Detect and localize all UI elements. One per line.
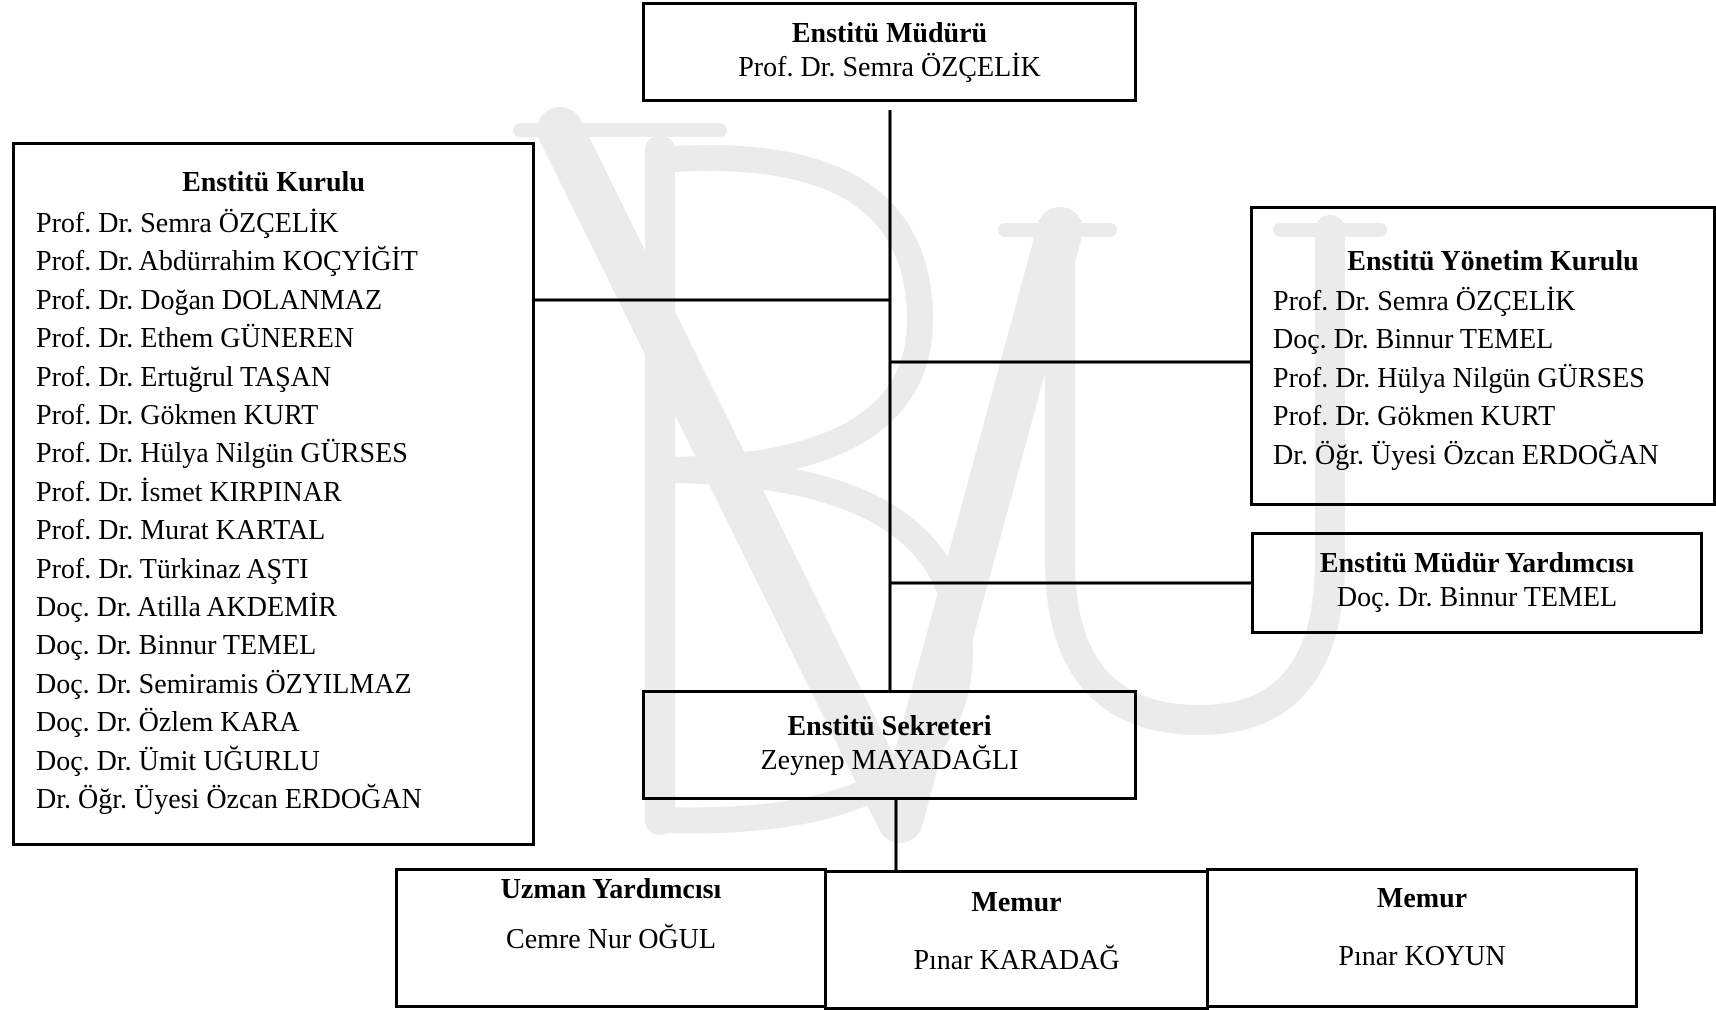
staff-title: Memur (1376, 883, 1468, 914)
board-title: Enstitü Yönetim Kurulu (1347, 246, 1639, 277)
staff-name: Cemre Nur OĞUL (506, 924, 716, 955)
management-board-box (1250, 206, 1716, 506)
staff-name: Pınar KOYUN (1338, 941, 1506, 972)
council-member: Prof. Dr. Doğan DOLANMAZ (36, 284, 383, 316)
secretary-box (642, 690, 1137, 800)
council-member: Dr. Öğr. Üyesi Özcan ERDOĞAN (36, 784, 422, 816)
board-member: Prof. Dr. Hülya Nilgün GÜRSES (1273, 362, 1645, 394)
board-member-list (1273, 283, 1713, 475)
board-member: Dr. Öğr. Üyesi Özcan ERDOĞAN (1273, 439, 1659, 471)
council-member: Prof. Dr. Murat KARTAL (36, 515, 326, 547)
board-member: Prof. Dr. Semra ÖZÇELİK (1273, 286, 1576, 317)
officer-box-2 (1206, 868, 1638, 1008)
board-member: Prof. Dr. Gökmen KURT (1273, 401, 1556, 433)
council-member: Prof. Dr. Hülya Nilgün GÜRSES (36, 438, 408, 470)
deputy-title: Enstitü Müdür Yardımcısı (1319, 548, 1635, 579)
council-member: Prof. Dr. Gökmen KURT (36, 400, 319, 432)
council-member: Prof. Dr. Ethem GÜNEREN (36, 323, 355, 355)
council-member: Prof. Dr. Abdürrahim KOÇYİĞİT (36, 246, 418, 278)
council-member: Doç. Dr. Ümit UĞURLU (36, 745, 320, 777)
deputy-name: Doç. Dr. Binnur TEMEL (1336, 582, 1618, 613)
officer-box-1 (824, 870, 1209, 1010)
secretary-title: Enstitü Sekreteri (787, 711, 992, 742)
council-member-list (36, 205, 532, 820)
staff-name: Pınar KARADAĞ (913, 945, 1120, 976)
council-member: Prof. Dr. Türkinaz AŞTI (36, 553, 309, 585)
institute-council-box (12, 142, 535, 846)
deputy-director-box (1251, 532, 1703, 634)
council-member: Prof. Dr. Semra ÖZÇELİK (36, 208, 339, 239)
council-member: Prof. Dr. İsmet KIRPINAR (36, 476, 342, 508)
secretary-name: Zeynep MAYADAĞLI (760, 745, 1019, 776)
staff-title: Memur (971, 887, 1062, 918)
council-member: Doç. Dr. Binnur TEMEL (36, 630, 317, 662)
council-member: Doç. Dr. Semiramis ÖZYILMAZ (36, 668, 412, 700)
board-member: Doç. Dr. Binnur TEMEL (1273, 324, 1554, 356)
director-name: Prof. Dr. Semra ÖZÇELİK (738, 52, 1041, 83)
staff-title: Uzman Yardımcısı (500, 874, 722, 905)
council-member: Prof. Dr. Ertuğrul TAŞAN (36, 361, 332, 393)
council-member: Doç. Dr. Atilla AKDEMİR (36, 592, 337, 624)
assistant-specialist-box (395, 868, 827, 1008)
council-title: Enstitü Kurulu (182, 167, 365, 198)
director-title: Enstitü Müdürü (791, 18, 988, 49)
director-box (642, 2, 1137, 102)
council-member: Doç. Dr. Özlem KARA (36, 707, 300, 739)
